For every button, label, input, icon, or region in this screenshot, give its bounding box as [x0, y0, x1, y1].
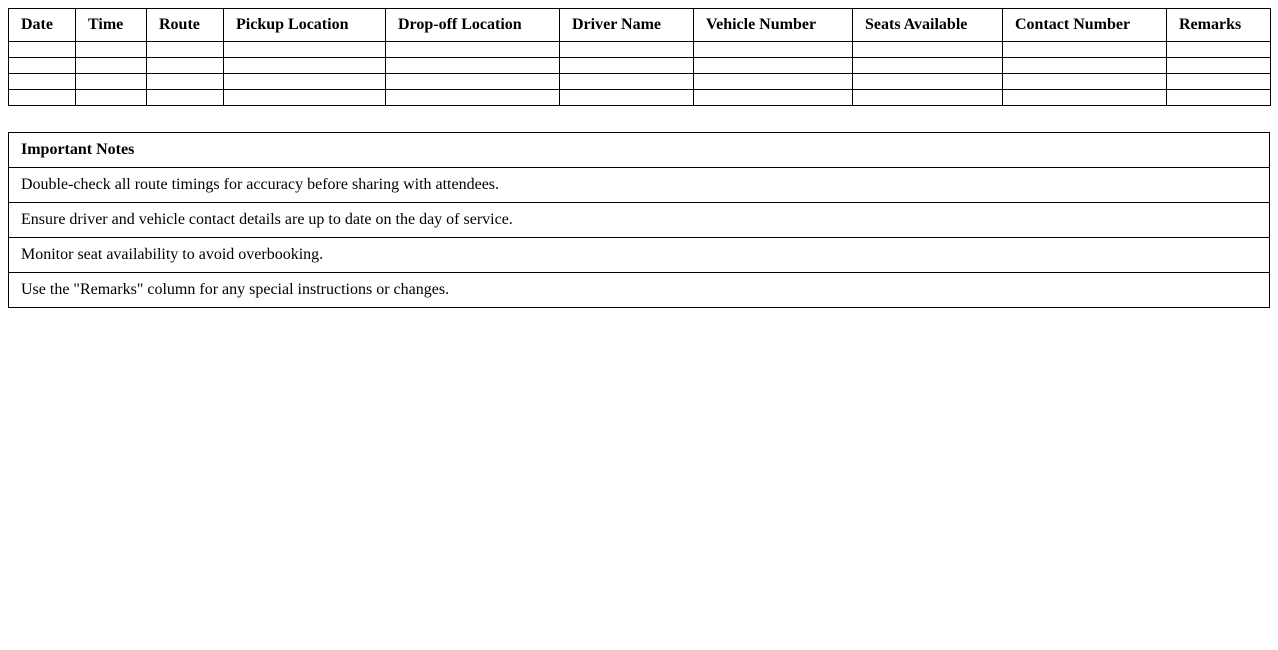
- schedule-cell[interactable]: [1003, 42, 1167, 58]
- note-item: Monitor seat availability to avoid overbooking.: [9, 238, 1270, 273]
- schedule-header-row: [9, 9, 1271, 42]
- schedule-row: [9, 74, 1271, 90]
- schedule-cell[interactable]: [224, 74, 386, 90]
- schedule-cell[interactable]: [1167, 90, 1271, 106]
- schedule-cell[interactable]: [76, 58, 147, 74]
- schedule-cell[interactable]: [147, 74, 224, 90]
- schedule-cell[interactable]: [9, 42, 76, 58]
- schedule-cell[interactable]: [224, 58, 386, 74]
- schedule-cell[interactable]: [386, 74, 560, 90]
- schedule-cell[interactable]: [1003, 74, 1167, 90]
- schedule-cell[interactable]: [386, 42, 560, 58]
- notes-heading: Important Notes: [9, 133, 1270, 168]
- schedule-cell[interactable]: [224, 90, 386, 106]
- important-notes-table: [8, 132, 1270, 308]
- schedule-cell[interactable]: [853, 74, 1003, 90]
- note-item: Ensure driver and vehicle contact details are up to date on the day of service.: [9, 203, 1270, 238]
- schedule-cell[interactable]: [694, 58, 853, 74]
- column-header-date: Date: [9, 9, 76, 42]
- schedule-cell[interactable]: [147, 90, 224, 106]
- schedule-cell[interactable]: [853, 58, 1003, 74]
- column-header-route: Route: [147, 9, 224, 42]
- schedule-cell[interactable]: [1167, 74, 1271, 90]
- schedule-cell[interactable]: [386, 90, 560, 106]
- note-item: Use the "Remarks" column for any special instructions or changes.: [9, 273, 1270, 308]
- schedule-cell[interactable]: [76, 42, 147, 58]
- column-header-seats-available: Seats Available: [853, 9, 1003, 42]
- column-header-contact-number: Contact Number: [1003, 9, 1167, 42]
- schedule-cell[interactable]: [147, 42, 224, 58]
- schedule-cell[interactable]: [9, 90, 76, 106]
- schedule-cell[interactable]: [1167, 58, 1271, 74]
- column-header-vehicle-number: Vehicle Number: [694, 9, 853, 42]
- schedule-row: [9, 42, 1271, 58]
- schedule-cell[interactable]: [147, 58, 224, 74]
- note-row: [9, 273, 1270, 308]
- schedule-cell[interactable]: [1003, 58, 1167, 74]
- column-header-dropoff-location: Drop-off Location: [386, 9, 560, 42]
- note-row: [9, 203, 1270, 238]
- note-row: [9, 238, 1270, 273]
- schedule-cell[interactable]: [386, 58, 560, 74]
- schedule-cell[interactable]: [560, 58, 694, 74]
- schedule-cell[interactable]: [853, 42, 1003, 58]
- schedule-row: [9, 58, 1271, 74]
- schedule-cell[interactable]: [224, 42, 386, 58]
- column-header-driver-name: Driver Name: [560, 9, 694, 42]
- schedule-cell[interactable]: [694, 90, 853, 106]
- note-row: [9, 168, 1270, 203]
- schedule-cell[interactable]: [1167, 42, 1271, 58]
- schedule-body: [9, 42, 1271, 106]
- notes-header-row: [9, 133, 1270, 168]
- schedule-cell[interactable]: [9, 58, 76, 74]
- schedule-cell[interactable]: [694, 74, 853, 90]
- shuttle-schedule-table: [8, 8, 1271, 106]
- schedule-cell[interactable]: [560, 90, 694, 106]
- schedule-cell[interactable]: [1003, 90, 1167, 106]
- schedule-cell[interactable]: [9, 74, 76, 90]
- schedule-cell[interactable]: [76, 90, 147, 106]
- schedule-row: [9, 90, 1271, 106]
- column-header-pickup-location: Pickup Location: [224, 9, 386, 42]
- schedule-cell[interactable]: [76, 74, 147, 90]
- schedule-cell[interactable]: [560, 74, 694, 90]
- note-item: Double-check all route timings for accuracy before sharing with attendees.: [9, 168, 1270, 203]
- column-header-time: Time: [76, 9, 147, 42]
- schedule-cell[interactable]: [560, 42, 694, 58]
- schedule-cell[interactable]: [694, 42, 853, 58]
- schedule-cell[interactable]: [853, 90, 1003, 106]
- column-header-remarks: Remarks: [1167, 9, 1271, 42]
